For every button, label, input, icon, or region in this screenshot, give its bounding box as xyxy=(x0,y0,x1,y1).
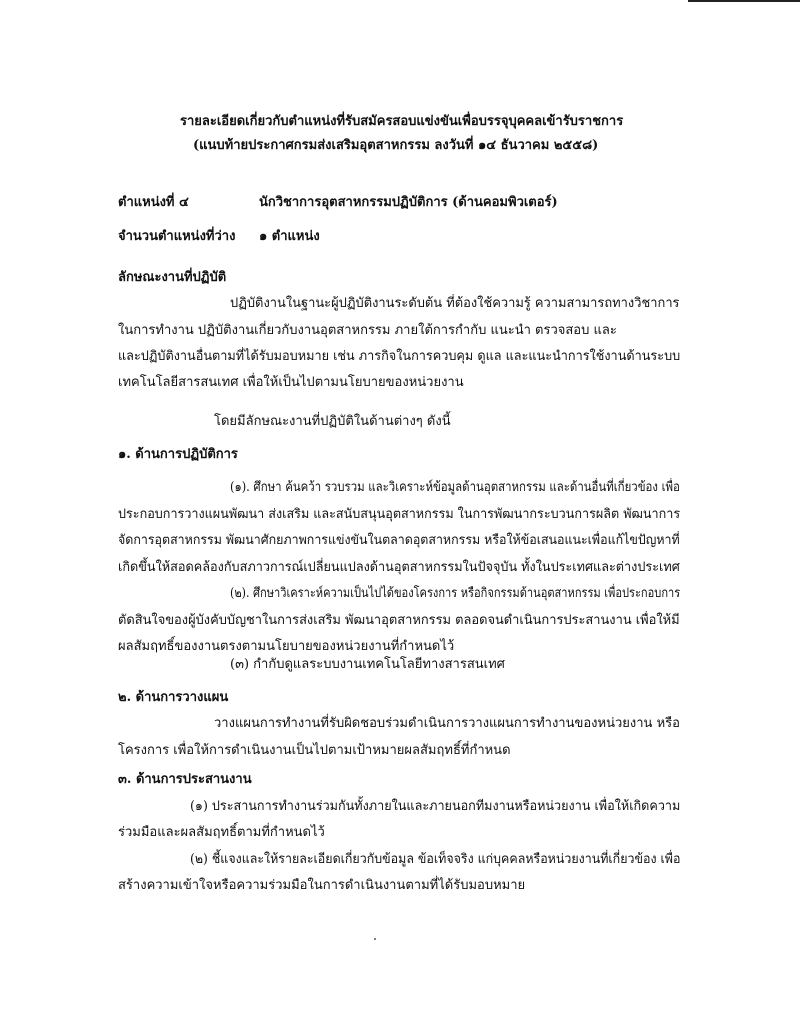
section3-item1-line: (๑) ประสานการทำงานร่วมกันทั้งภายในและภายนอกทีมงานหรือหน่วยงาน เพื่อให้เกิดความ xyxy=(190,799,681,814)
section1-heading: ๑. ด้านการปฏิบัติการ xyxy=(118,447,238,462)
section1-item1-line: ประกอบการวางแผนพัฒนา ส่งเสริม และสนับสนุนอุตสาหกรรม ในการพัฒนากระบวนการผลิต พัฒนาการ xyxy=(118,507,681,522)
section1-item2-line: ตัดสินใจของผู้บังคับบัญชาในการส่งเสริม พัฒนาอุตสาหกรรม ตลอดจนดำเนินการประสานงาน เพื่อให้มี xyxy=(118,613,680,628)
section2-heading: ๒. ด้านการวางแผน xyxy=(118,690,229,705)
vacancies-value: ๑ ตำแหน่ง xyxy=(259,229,320,244)
section3-heading: ๓. ด้านการประสานงาน xyxy=(118,772,252,787)
job-nature-line: และปฏิบัติงานอื่นตามที่ได้รับมอบหมาย เช่น ภารกิจในการควบคุม ดูแล และแนะนำการใช้งานด้านระบบ xyxy=(118,349,681,364)
section1-item2-line: (๒). ศึกษาวิเคราะห์ความเป็นไปได้ของโครงการ หรือกิจกรรมด้านอุตสาหกรรม เพื่อประกอบการ xyxy=(230,586,681,601)
vacancies-label: จำนวนตำแหน่งที่ว่าง xyxy=(118,229,236,244)
section3-item2-line: สร้างความเข้าใจหรือความร่วมมือในการดำเนินงานตามที่ได้รับมอบหมาย xyxy=(118,878,526,893)
top-corner-rule xyxy=(688,0,800,2)
section1-item2-line: ผลสัมฤทธิ์ของงานตรงตามนโยบายของหน่วยงานที่กำหนดไว้ xyxy=(118,639,455,654)
position-value: นักวิชาการอุตสาหกรรมปฏิบัติการ (ด้านคอมพิวเตอร์) xyxy=(259,195,558,210)
job-nature-line: ในการทำงาน ปฏิบัติงานเกี่ยวกับงานอุตสาหกรรม ภายใต้การกำกับ แนะนำ ตรวจสอบ และ xyxy=(118,323,617,338)
document-title: รายละเอียดเกี่ยวกับตำแหน่งที่รับสมัครสอบแข่งขันเพื่อบรรจุบุคคลเข้ารับราชการ xyxy=(180,114,624,129)
section1-item1-line: จัดการอุตสาหกรรม พัฒนาศักยภาพการแข่งขันในตลาดอุตสาหกรรม หรือให้ข้อเสนอแนะเพื่อแก้ไขปัญหาที่ xyxy=(118,533,680,548)
section2-line: โครงการ เพื่อให้การดำเนินงานเป็นไปตามเป้าหมายผลสัมฤทธิ์ที่กำหนด xyxy=(118,743,511,758)
section3-item2-line: (๒) ชี้แจงและให้รายละเอียดเกี่ยวกับข้อมูล ข้อเท็จจริง แก่บุคคลหรือหน่วยงานที่เกี่ยวข้อง เพื่อ xyxy=(190,852,681,867)
section2-line: วางแผนการทำงานที่รับผิดชอบร่วมดำเนินการวางแผนการทำงานของหน่วยงาน หรือ xyxy=(214,716,680,731)
section1-item3: (๓) กำกับดูแลระบบงานเทคโนโลยีทางสารสนเทศ xyxy=(230,657,505,672)
job-nature-heading: ลักษณะงานที่ปฏิบัติ xyxy=(118,270,227,285)
document-subtitle: (แนบท้ายประกาศกรมส่งเสริมอุตสาหกรรม ลงวันที่ ๑๔ ธันวาคม ๒๕๕๘) xyxy=(193,138,599,153)
section1-item1-line: เกิดขึ้นให้สอดคล้องกับสภาวการณ์เปลี่ยนแปลงด้านอุตสาหกรรมในปัจจุบัน ทั้งในประเทศและต่างประเทศ xyxy=(118,560,680,575)
position-label: ตำแหน่งที่ ๔ xyxy=(118,195,189,210)
section1-item1-line: (๑). ศึกษา ค้นคว้า รวบรวม และวิเคราะห์ข้อมูลด้านอุตสาหกรรม และด้านอื่นที่เกี่ยวข้อง เพื่อ xyxy=(230,480,680,495)
job-nature-intro: โดยมีลักษณะงานที่ปฏิบัติในด้านต่างๆ ดังนี้ xyxy=(214,414,451,429)
section3-item1-line: ร่วมมือและผลสัมฤทธิ์ตามที่กำหนดไว้ xyxy=(118,825,325,840)
scan-speck xyxy=(374,938,376,940)
job-nature-line: เทคโนโลยีสารสนเทศ เพื่อให้เป็นไปตามนโยบายของหน่วยงาน xyxy=(118,375,464,390)
job-nature-line: ปฏิบัติงานในฐานะผู้ปฏิบัติงานระดับต้น ที่ต้องใช้ความรู้ ความสามารถทางวิชาการ xyxy=(230,296,680,311)
